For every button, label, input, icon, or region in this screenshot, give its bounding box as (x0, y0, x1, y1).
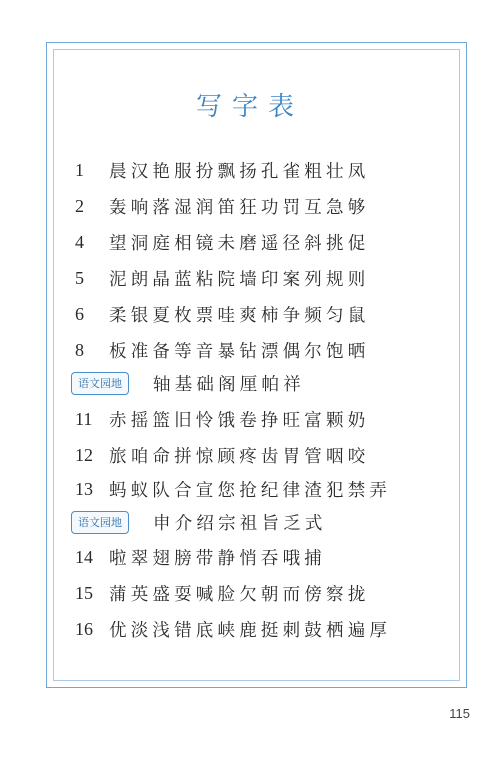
chinese-garden-tag: 语文园地 (71, 372, 129, 395)
table-row-garden (71, 507, 451, 537)
character-list: 蒲英盛耍喊脸欠朝而傍察拢 (109, 584, 370, 605)
lesson-number: 15 (75, 582, 93, 603)
page-title: 写字表 (195, 92, 304, 122)
character-list: 申介绍宗祖旨乏式 (153, 513, 327, 534)
table-row (75, 191, 455, 221)
character-list: 轴基础阁厘帕祥 (153, 374, 305, 395)
lesson-number: 4 (75, 231, 84, 252)
character-list: 啦翠翅膀带静悄吞哦捕 (109, 548, 326, 569)
character-list: 轰响落湿润笛狂功罚互急够 (109, 197, 370, 218)
character-list: 蚂蚁队合宣您抢纪律渣犯禁弄 (109, 480, 392, 501)
lesson-number: 5 (75, 267, 84, 288)
lesson-number: 6 (75, 303, 84, 324)
table-row (75, 404, 455, 434)
lesson-number: 11 (75, 408, 93, 429)
table-row (75, 614, 455, 644)
table-row (75, 474, 455, 504)
character-list: 优淡浅错底峡鹿挺刺鼓栖遍厚 (109, 620, 392, 641)
page-number: 115 (449, 706, 470, 721)
table-row (75, 155, 455, 185)
table-row (75, 542, 455, 572)
character-list: 旅咱命拼惊顾疼齿胃管咽咬 (109, 446, 370, 467)
character-list: 板准备等音暴钻漂偶尔饱晒 (109, 341, 370, 362)
character-list: 望洞庭相镜未磨遥径斜挑促 (109, 233, 370, 254)
table-row-garden (71, 368, 451, 398)
character-list: 晨汉艳服扮飘扬孔雀粗壮凤 (109, 161, 370, 182)
lesson-number: 12 (75, 444, 93, 465)
table-row (75, 263, 455, 293)
lesson-number: 16 (75, 618, 93, 639)
lesson-number: 2 (75, 195, 84, 216)
character-list: 柔银夏枚票哇爽柿争频匀鼠 (109, 305, 370, 326)
table-row (75, 440, 455, 470)
lesson-number: 14 (75, 546, 93, 567)
character-list: 泥朗晶蓝粘院墙印案列规则 (109, 269, 370, 290)
chinese-garden-tag: 语文园地 (71, 511, 129, 534)
lesson-number: 1 (75, 159, 84, 180)
lesson-number: 13 (75, 478, 93, 499)
table-row (75, 227, 455, 257)
table-row (75, 299, 455, 329)
table-row (75, 335, 455, 365)
lesson-number: 8 (75, 339, 84, 360)
table-row (75, 578, 455, 608)
character-list: 赤摇篮旧怜饿卷挣旺富颗奶 (109, 410, 370, 431)
